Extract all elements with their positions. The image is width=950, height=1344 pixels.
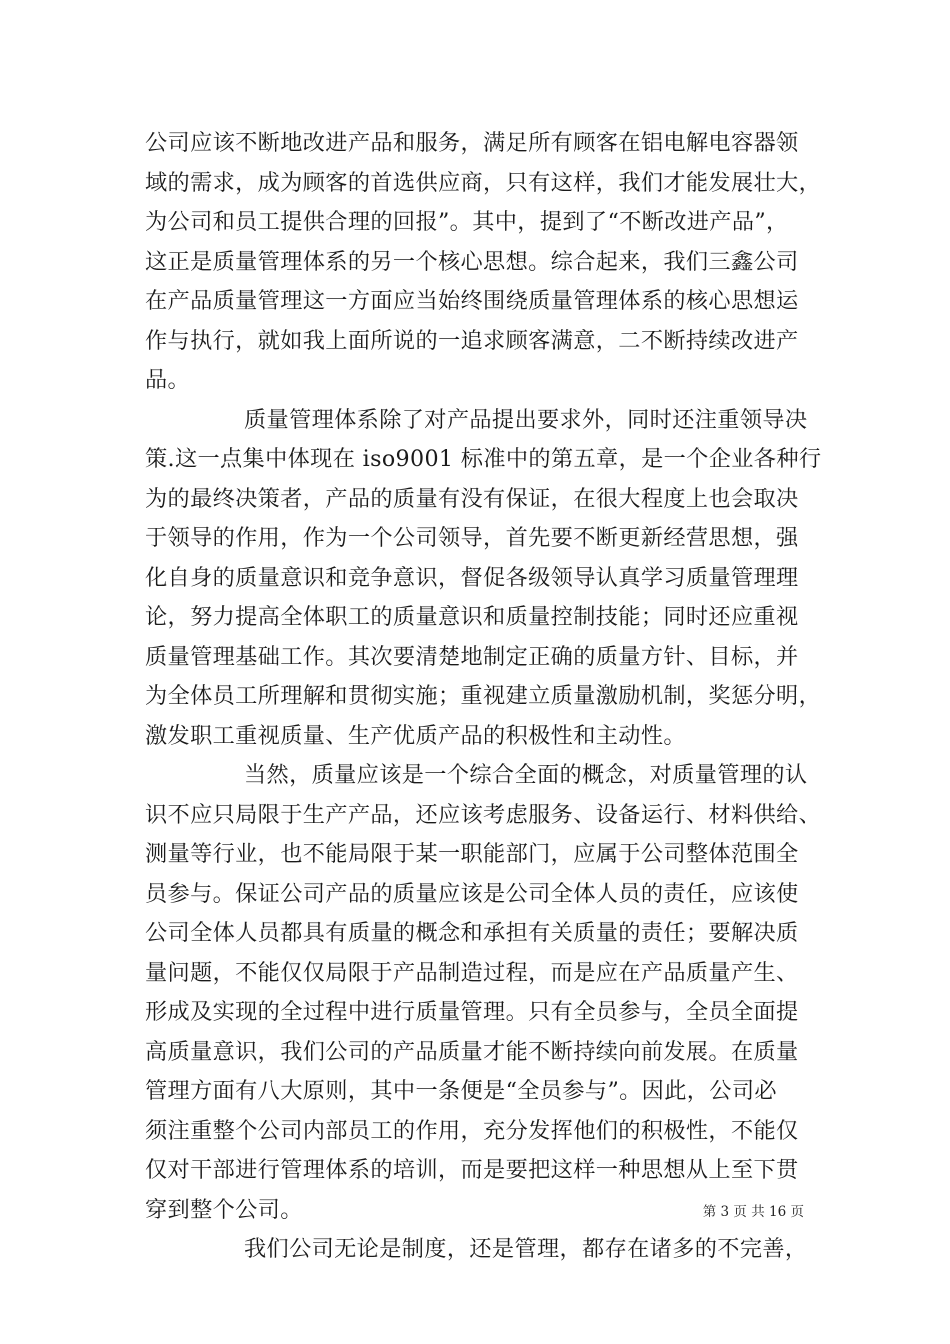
text-line: 识不应只局限于生产产品，还应该考虑服务、设备运行、材料供给、 <box>145 801 822 828</box>
text-line: 形成及实现的全过程中进行质量管理。只有全员参与，全员全面提 <box>145 999 799 1025</box>
text-line: 量问题，不能仅仅局限于产品制造过程，而是应在产品质量产生、 <box>145 959 799 986</box>
text-line: 穿到整个公司。 <box>145 1196 303 1223</box>
paragraph-start-line: 我们公司无论是制度，还是管理，都存在诸多的不完善， <box>244 1236 808 1262</box>
text-line: 为全体员工所理解和贯彻实施；重视建立质量激励机制，奖惩分明， <box>145 683 822 709</box>
text-line: 员参与。保证公司产品的质量应该是公司全体人员的责任，应该使 <box>145 880 799 907</box>
text-line: 须注重整个公司内部员工的作用，充分发挥他们的积极性，不能仅 <box>145 1117 799 1144</box>
text-line: 高质量意识，我们公司的产品质量才能不断持续向前发展。在质量 <box>145 1038 799 1065</box>
text-line: 管理方面有八大原则，其中一条便是“全员参与”。因此，公司必 <box>145 1078 777 1104</box>
text-line: 为公司和员工提供合理的回报”。其中，提到了“不断改进产品”， <box>145 209 789 235</box>
text-line: 激发职工重视质量、生产优质产品的积极性和主动性。 <box>145 722 686 749</box>
text-line: 策.这一点集中体现在 iso9001 标准中的第五章，是一个企业各种行 <box>145 446 822 472</box>
text-line: 质量管理基础工作。其次要清楚地制定正确的质量方针、目标，并 <box>145 643 799 670</box>
text-line: 这正是质量管理体系的另一个核心思想。综合起来，我们三鑫公司 <box>145 248 799 275</box>
text-line: 域的需求，成为顾客的首选供应商，只有这样，我们才能发展壮大， <box>145 169 822 196</box>
text-line: 品。 <box>145 367 191 393</box>
page-number-footer: 第 3 页 共 16 页 <box>702 1204 804 1220</box>
text-line: 测量等行业，也不能局限于某一职能部门，应属于公司整体范围全 <box>145 841 799 867</box>
text-line: 公司应该不断地改进产品和服务，满足所有顾客在铝电解电容器领 <box>145 130 799 156</box>
text-line: 在产品质量管理这一方面应当始终围绕质量管理体系的核心思想运 <box>145 288 799 314</box>
text-line: 仅对干部进行管理体系的培训，而是要把这样一种思想从上至下贯 <box>145 1157 799 1183</box>
text-line: 于领导的作用，作为一个公司领导，首先要不断更新经营思想，强 <box>145 525 799 551</box>
paragraph-start-line: 质量管理体系除了对产品提出要求外，同时还注重领导决 <box>244 406 808 433</box>
text-line: 化自身的质量意识和竞争意识，督促各级领导认真学习质量管理理 <box>145 564 799 591</box>
paragraph-start-line: 当然，质量应该是一个综合全面的概念，对质量管理的认 <box>244 762 808 788</box>
text-line: 为的最终决策者，产品的质量有没有保证，在很大程度上也会取决 <box>145 485 799 512</box>
text-line: 公司全体人员都具有质量的概念和承担有关质量的责任；要解决质 <box>145 920 799 946</box>
body-text <box>145 124 822 1270</box>
text-line: 作与执行，就如我上面所说的一追求顾客满意，二不断持续改进产 <box>145 327 799 354</box>
text-line: 论，努力提高全体职工的质量意识和质量控制技能；同时还应重视 <box>145 604 799 630</box>
